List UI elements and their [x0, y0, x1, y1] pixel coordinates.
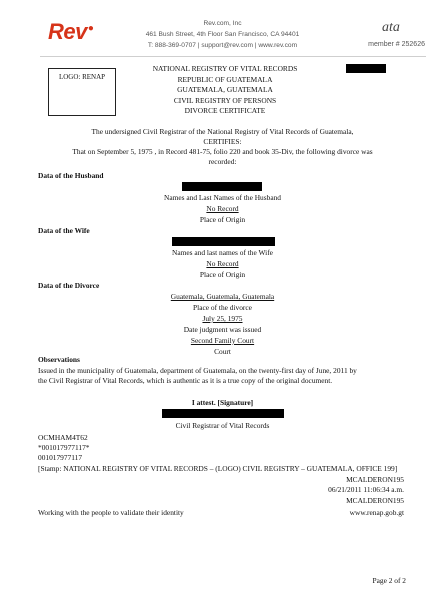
husband-heading: Data of the Husband — [38, 171, 104, 180]
intro-certifies: CERTIFIES: — [203, 137, 242, 146]
footer-website: www.renap.gob.gt — [349, 508, 404, 517]
ata-logo: ata — [382, 20, 400, 35]
divorce-date-label: Date judgment was issued — [183, 325, 262, 334]
rev-logo: Rev● — [48, 19, 94, 44]
member-number: member # 252626 — [368, 41, 425, 48]
document-number: 001017977117 — [38, 453, 83, 462]
divorce-date-value: July 25, 1975 — [202, 314, 243, 323]
wife-heading: Data of the Wife — [38, 226, 90, 235]
title-line: DIVORCE CERTIFICATE — [184, 106, 266, 115]
redaction-bar — [182, 182, 262, 191]
intro-line: recorded: — [208, 157, 237, 166]
redaction-bar — [172, 237, 275, 246]
husband-names-label: Names and Last Names of the Husband — [164, 193, 281, 202]
title-line: REPUBLIC OF GUATEMALA — [177, 74, 273, 84]
husband-origin-value: No Record — [206, 204, 239, 213]
verification-codes — [38, 433, 89, 463]
title-line: NATIONAL REGISTRY OF VITAL RECORDS — [152, 64, 298, 73]
title-line: CIVIL REGISTRY OF PERSONS — [173, 95, 277, 105]
rev-logo-text: Rev — [48, 19, 87, 44]
issued-datetime: 06/21/2011 11:06:34 a.m. — [328, 485, 404, 494]
stamp-note: [Stamp: NATIONAL REGISTRY OF VITAL RECORDS – (LOGO) CIVIL REGISTRY – GUATEMALA, OFFICE 199] — [38, 464, 398, 473]
renap-logo-placeholder: LOGO: RENAP — [48, 68, 116, 116]
verification-code: OCMHAM4T62 — [38, 433, 88, 442]
header-divider — [40, 56, 426, 57]
issued-by: MCALDERON195 — [346, 475, 404, 484]
husband-origin-label: Place of Origin — [199, 215, 246, 224]
company-info — [120, 18, 325, 51]
observations-heading: Observations — [38, 355, 80, 364]
observations-line: Issued in the municipality of Guatemala, department of Guatemala, on the twenty-first day of June, 2011 by — [38, 366, 357, 375]
wife-names-label: Names and last names of the Wife — [172, 248, 273, 257]
divorce-heading: Data of the Divorce — [38, 281, 100, 290]
wife-origin-value: No Record — [206, 259, 239, 268]
issued-by-secondary: MCALDERON195 — [346, 496, 404, 505]
barcode-number: *001017977117* — [38, 443, 90, 452]
company-address: 461 Bush Street, 4th Floor San Francisco, CA 94401 — [145, 31, 300, 38]
intro-line: The undersigned Civil Registrar of the National Registry of Vital Records of Guatemala, — [91, 127, 354, 136]
document-title — [140, 64, 310, 117]
registrar-title: Civil Registrar of Vital Records — [175, 421, 270, 430]
divorce-place-value: Guatemala, Guatemala, Guatemala — [170, 292, 275, 301]
attest-line: I attest. [Signature] — [191, 398, 254, 407]
company-contact: T: 888-369-0707 | support@rev.com | www.rev.com — [147, 42, 298, 49]
title-line: GUATEMALA, GUATEMALA — [177, 85, 273, 94]
divorce-court-value: Second Family Court — [190, 336, 255, 345]
page-number: Page 2 of 2 — [372, 576, 406, 585]
redaction-bar — [162, 409, 284, 418]
footer-slogan: Working with the people to validate their identity — [38, 508, 184, 517]
divorce-place-label: Place of the divorce — [193, 303, 252, 312]
observations-line: the Civil Registrar of Vital Records, which is authentic as it is a true copy of the original document. — [38, 376, 333, 385]
divorce-court-label: Court — [214, 347, 231, 356]
intro-line: That on September 5, 1975 , in Record 481-75, folio 220 and book 35-Div, the following divorce was — [72, 147, 373, 156]
intro-paragraph — [30, 127, 415, 167]
redaction-bar — [346, 64, 386, 73]
wife-origin-label: Place of Origin — [199, 270, 246, 279]
company-name: Rev.com, Inc — [203, 20, 242, 27]
observations-text — [38, 366, 418, 386]
